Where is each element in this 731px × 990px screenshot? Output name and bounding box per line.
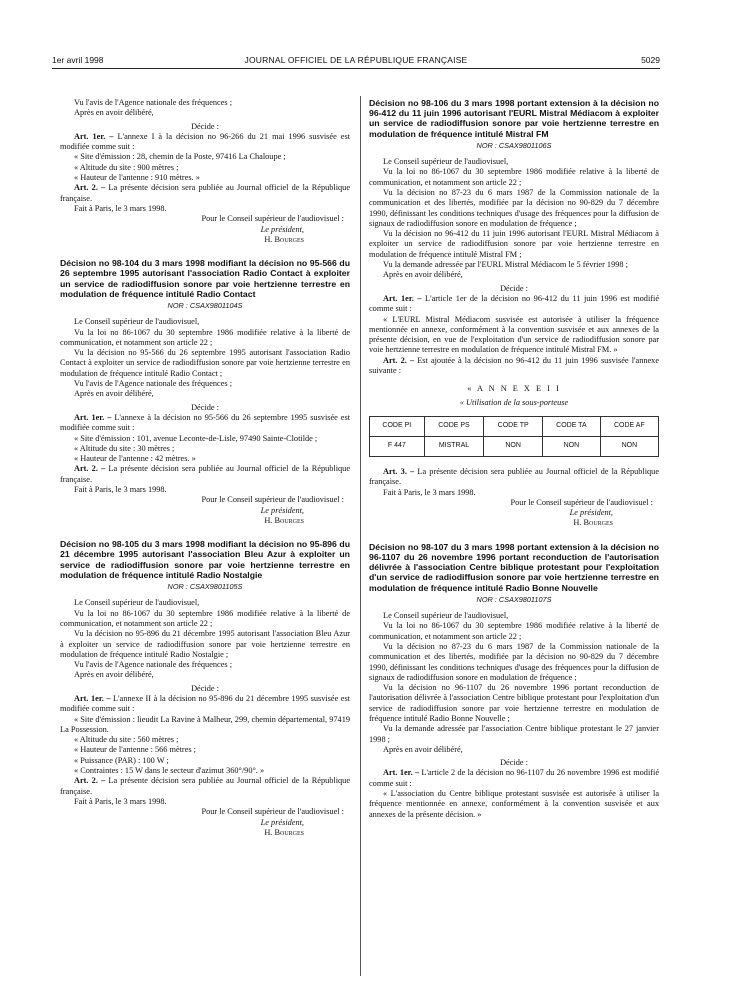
paragraph: Après en avoir délibéré, (383, 744, 463, 754)
article-label: Art. 2. – (74, 183, 106, 193)
signature-line: Pour le Conseil supérieur de l'audiovisuel : (201, 495, 344, 505)
article-text: Est ajoutée à la décision no 96-412 du 11 juin 1996 susvisée l'annexe suivante : (369, 355, 659, 376)
paragraph: Le Conseil supérieur de l'audiovisuel, (383, 611, 509, 621)
paragraph: Le Conseil supérieur de l'audiovisuel, (383, 157, 509, 167)
nor-reference: NOR : CSAX9801106S (476, 140, 552, 150)
article-label: Art. 1er. – (383, 293, 422, 303)
signatory-name: H. Bourges (573, 518, 613, 528)
table-header-cell: CODE PI (370, 416, 425, 436)
list-item: « Altitude du site : 900 mètres ; (74, 162, 179, 172)
article-paragraph (369, 356, 659, 377)
column-divider (360, 96, 361, 976)
running-header (52, 55, 660, 67)
paragraph: Vu la décision no 96-1107 du 26 novembre 1996 portant reconduction de l'autorisation délivrée à l'association Centre biblique protestant pour l'exploitation d'un service de radiodiffusion sonore par voie hertzienne terrestre en modulation de fréquence intitulé Radio Bonne Nouvelle ; (369, 683, 659, 723)
decision-title: Décision no 98-105 du 3 mars 1998 modifiant la décision no 95-896 du 21 décembre 1995 autorisant l'association Bleu Azur à exploiter un service de radiodiffusion sonore par voie hertzienne terrestre en modulation de fréquence intitulé Radio Nostalgie (60, 539, 350, 580)
signature-line: Pour le Conseil supérieur de l'audiovisuel : (201, 214, 344, 224)
article-paragraph (60, 413, 350, 434)
list-item: « Altitude du site : 560 mètres ; (74, 735, 179, 745)
list-item: « Site d'émission : 101, avenue Leconte-de-Lisle, 97490 Sainte-Clotilde ; (74, 433, 318, 443)
table-cell: NON (543, 436, 601, 456)
table-header-cell: CODE PS (424, 416, 484, 436)
signatory-title: Le président, (260, 224, 304, 234)
quoted-paragraph: « L'EURL Mistral Médiacom susvisée est autorisée à utiliser la fréquence mentionnée en annexe, conformément à la convention susvisée et aux annexes de la présente décision, en vue de l'exploitation d'un service de radiodiffusion sonore par voie hertzienne terrestre en modulation de fréquence intitulé Mistral FM. » (369, 314, 659, 355)
article-label: Art. 3. – (383, 466, 415, 476)
header-rule (52, 68, 660, 69)
annex-heading: « A N N E X E I I (467, 384, 561, 394)
paragraph: Vu la décision no 87-23 du 6 mars 1987 de la Commission nationale de la communication et des libertés, modifiée par la décision no 90-829 du 7 décembre 1990, définissant les conditions techniques d'usage des fréquences pour la diffusion de signaux de radiodiffusion sonore en modulation de fréquence ; (369, 641, 659, 682)
article-label: Art. 1er. – (74, 693, 111, 703)
table-cell: F 447 (370, 436, 425, 456)
table-row (370, 436, 659, 456)
paragraph: Vu la demande adressée par l'EURL Mistral Médiacom le 5 février 1998 ; (383, 260, 628, 270)
article-text: L'annexe I à la décision no 96-266 du 21 mai 1996 susvisée est modifiée comme suit : (60, 131, 350, 152)
quoted-paragraph: « L'association du Centre biblique protestant susvisée est autorisée à utiliser la fréquence mentionnée en annexe, conformément à la convention susvisée et aux annexes de la présente décision. » (369, 789, 659, 819)
table-header-cell: CODE AF (600, 416, 658, 436)
table-cell: NON (600, 436, 658, 456)
signatory-title: Le président, (260, 505, 304, 515)
list-item: « Contraintes : 15 W dans le secteur d'azimut 360°/90°. » (74, 766, 265, 776)
paragraph: Vu la décision no 95-566 du 26 septembre 1995 autorisant l'association Radio Contact à exploiter un service de radiodiffusion sonore par voie hertzienne terrestre en modulation de fréquence intitulé Radio Contact ; (60, 348, 350, 378)
header-title: JOURNAL OFFICIEL DE LA RÉPUBLIQUE FRANÇAISE (244, 55, 468, 65)
article-label: Art. 1er. – (74, 131, 114, 141)
list-item: « Hauteur de l'antenne : 42 mètres. » (74, 454, 196, 464)
signature-line: Pour le Conseil supérieur de l'audiovisuel : (201, 807, 344, 817)
signatory-name: H. Bourges (264, 827, 304, 837)
list-item: « Site d'émission : lieudit La Ravine à Malheur, 299, chemin départemental, 97419 La Possession. (60, 714, 350, 734)
signatory-title: Le président, (569, 508, 613, 518)
table-cell: MISTRAL (424, 436, 484, 456)
paragraph: Le Conseil supérieur de l'audiovisuel, (74, 598, 200, 608)
list-item: « Hauteur de l'antenne : 910 mètres. » (74, 173, 200, 183)
list-item: « Hauteur de l'antenne : 566 mètres ; (74, 745, 196, 755)
article-text: La présente décision sera publiée au Journal officiel de la République française. (60, 183, 350, 203)
nor-reference: NOR : CSAX9801105S (167, 582, 243, 592)
article-paragraph (60, 464, 350, 485)
table-header-row (370, 416, 659, 436)
article-text: L'annexe à la décision no 95-566 du 26 septembre 1995 susvisée est modifiée comme suit : (60, 412, 351, 433)
signatory-title: Le président, (260, 817, 304, 827)
right-column (369, 98, 659, 820)
article-paragraph (369, 467, 659, 488)
decide-heading: Décide : (500, 758, 528, 768)
article-label: Art. 2. – (74, 776, 106, 786)
article-paragraph (60, 132, 350, 153)
article-label: Art. 2. – (74, 464, 106, 474)
article-text: L'article 1er de la décision no 96-412 du 11 juin 1996 est modifié comme suit : (369, 293, 660, 314)
decision-title: Décision no 98-106 du 3 mars 1998 portant extension à la décision no 96-412 du 11 juin 1996 autorisant l'EURL Mistral Médiacom à exploiter un service de radiodiffusion sonore par voie hertzienne terrestre en modulation de fréquence intitulé Mistral FM (369, 98, 659, 139)
decision-title: Décision no 98-107 du 3 mars 1998 portant extension à la décision no 96-1107 du 26 novembre 1996 portant reconduction de l'autorisation délivrée à l'association Centre biblique protestant pour l'exploitation d'un service de radiodiffusion sonore par voie hertzienne terrestre en modulation de fréquence intitulé Radio Bonne Nouvelle (369, 541, 659, 593)
article-text: L'article 2 de la décision no 96-1107 du 26 novembre 1996 est modifié comme suit : (369, 768, 660, 788)
paragraph: Vu la demande adressée par l'association Centre biblique protestant le 27 janvier 1998 ; (369, 724, 659, 744)
page-number: 5029 (641, 55, 660, 65)
paragraph: Vu la décision no 95-896 du 21 décembre 1995 autorisant l'association Bleu Azur à exploiter un service de radiodiffusion sonore par voie hertzienne terrestre en modulation de fréquence intitulé Radio Nostalgie ; (60, 629, 350, 659)
decide-heading: Décide : (191, 683, 219, 693)
paragraph: Après en avoir délibéré, (74, 389, 154, 399)
decision-title: Décision no 98-104 du 3 mars 1998 modifiant la décision no 95-566 du 26 septembre 1995 autorisant l'association Radio Contact à exploiter un service de radiodiffusion sonore par voie hertzienne terrestre en modulation de fréquence intitulé Radio Contact (60, 258, 350, 299)
article-label: Art. 2. – (383, 355, 415, 365)
article-paragraph (369, 294, 659, 315)
article-label: Art. 1er. – (74, 412, 112, 422)
decide-heading: Décide : (500, 283, 528, 293)
paragraph: Après en avoir délibéré, (74, 108, 154, 118)
left-column (60, 98, 350, 838)
paragraph: Après en avoir délibéré, (74, 670, 154, 680)
paragraph: Vu l'avis de l'Agence nationale des fréquences ; (74, 660, 232, 670)
nor-reference: NOR : CSAX9801107S (476, 594, 552, 604)
article-label: Art. 1er. – (383, 768, 420, 778)
signing-place-date: Fait à Paris, le 3 mars 1998. (74, 796, 167, 806)
table-cell: NON (484, 436, 543, 456)
signatory-name: H. Bourges (264, 234, 304, 244)
signatory-name: H. Bourges (264, 515, 304, 525)
paragraph: Vu la loi no 86-1067 du 30 septembre 1986 modifiée relative à la liberté de communication, et notamment son article 22 ; (369, 167, 659, 187)
article-paragraph (60, 183, 350, 204)
signing-place-date: Fait à Paris, le 3 mars 1998. (74, 485, 167, 495)
list-item: « Altitude du site : 30 mètres ; (74, 443, 175, 453)
paragraph: Vu la décision no 87-23 du 6 mars 1987 de la Commission nationale de la communication et des libertés, modifiée par la décision no 90-829 du 7 décembre 1990, définissant les conditions techniques d'usage des fréquences pour la diffusion de signaux de radiodiffusion sonore en modulation de fréquence ; (369, 188, 659, 228)
article-paragraph (60, 694, 350, 715)
annex-subtitle: « Utilisation de la sous-porteuse (459, 397, 569, 407)
paragraph: Vu la loi no 86-1067 du 30 septembre 1986 modifiée relative à la liberté de communication, et notamment son article 22 ; (369, 621, 659, 641)
table-header-cell: CODE TA (543, 416, 601, 436)
signing-place-date: Fait à Paris, le 3 mars 1998. (383, 487, 476, 497)
article-paragraph (60, 776, 350, 797)
decide-heading: Décide : (191, 402, 219, 412)
rds-code-table (369, 416, 659, 457)
table-header-cell: CODE TP (484, 416, 543, 436)
article-text: La présente décision sera publiée au Journal officiel de la République française. (369, 466, 659, 487)
paragraph: Vu l'avis de l'Agence nationale des fréquences ; (74, 98, 232, 107)
paragraph: Vu l'avis de l'Agence nationale des fréquences ; (74, 379, 232, 389)
paragraph: Après en avoir délibéré, (383, 270, 463, 280)
article-text: La présente décision sera publiée au Journal officiel de la République française. (60, 776, 350, 796)
paragraph: Vu la décision no 96-412 du 11 juin 1996 autorisant l'EURL Mistral Médiacom à exploiter un service de radiodiffusion sonore par voie hertzienne terrestre en modulation de fréquence intitulé Mistral FM ; (369, 229, 659, 259)
header-date: 1er avril 1998 (52, 55, 104, 65)
article-text: La présente décision sera publiée au Journal officiel de la République française. (60, 464, 350, 484)
list-item: « Site d'émission : 28, chemin de la Poste, 97416 La Chaloupe ; (74, 152, 286, 162)
decide-heading: Décide : (191, 121, 219, 131)
list-item: « Puissance (PAR) : 100 W ; (74, 755, 169, 765)
signing-place-date: Fait à Paris, le 3 mars 1998. (74, 203, 167, 213)
signature-line: Pour le Conseil supérieur de l'audiovisuel : (510, 497, 653, 507)
paragraph: Le Conseil supérieur de l'audiovisuel, (74, 317, 200, 327)
nor-reference: NOR : CSAX9801104S (167, 300, 243, 310)
paragraph: Vu la loi no 86-1067 du 30 septembre 1986 modifiée relative à la liberté de communication, et notamment son article 22 ; (60, 327, 350, 347)
paragraph: Vu la loi no 86-1067 du 30 septembre 1986 modifiée relative à la liberté de communication, et notamment son article 22 ; (60, 608, 350, 628)
article-paragraph (369, 768, 659, 789)
article-text: L'annexe II à la décision no 95-896 du 21 décembre 1995 susvisée est modifiée comme suit : (60, 693, 350, 714)
